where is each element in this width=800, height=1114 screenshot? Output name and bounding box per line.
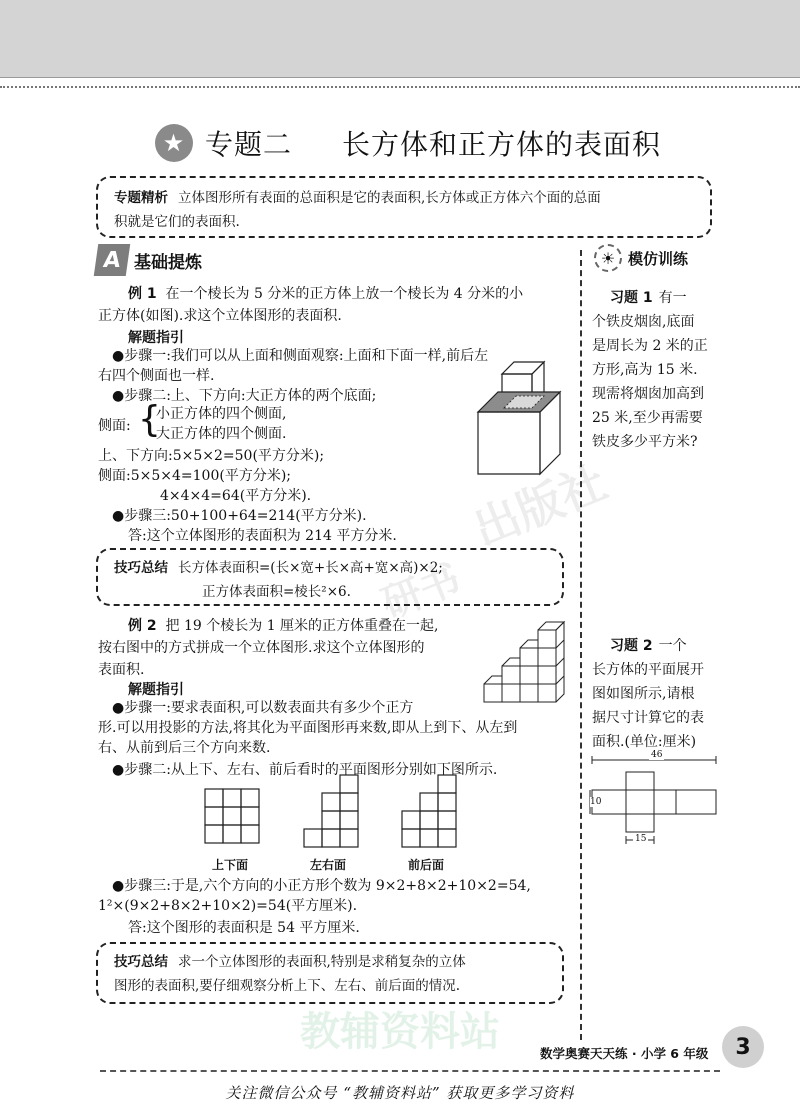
exercise2-line4: 据尺寸计算它的表 [592,710,704,726]
example1-calc2: 侧面:5×5×4=100(平方分米); [98,468,291,484]
example1-line2: 正方体(如图).求这个立体图形的表面积. [98,308,342,324]
example2-step2: ●步骤二:从上下、左右、前后看时的平面图形分别如下图所示. [112,762,498,778]
big-cube-front [478,412,540,474]
intro-text-line1: 立体图形所有表面的总面积是它的表面积,长方体或正方体六个面的总面 [178,190,601,206]
watermark-site: 教辅资料站 [300,1009,500,1055]
example2-guide: 解题指引 [128,682,184,698]
example2-step1a: ●步骤一:要求表面积,可以数表面共有多少个正方 [112,700,414,716]
exercise2-line2: 长方体的平面展开 [592,662,704,678]
example2-line2: 按右图中的方式拼成一个立体图形.求这个立体图形的 [98,640,425,656]
tip2-box [96,942,564,1004]
view-front-back-grid [398,774,458,848]
tip2-label: 技巧总结 [114,954,168,970]
exercise1-line6: 25 米,至少再需要 [592,410,703,426]
example2-label: 例 2 [128,618,157,634]
exercise1-line3: 是周长为 2 米的正 [592,338,708,354]
top-dashed-rule [0,86,800,88]
net-dim-46: 46 [651,750,663,760]
tip1-label: 技巧总结 [114,560,168,576]
view-left-right-grid [300,774,360,848]
intro-text-line2: 积就是它们的表面积. [114,214,240,230]
exercise1-line4: 方形,高为 15 米. [592,362,698,378]
watermark-publisher: 出版社 [466,454,615,557]
example1-step2: ●步骤二:上、下方向:大正方体的两个底面; [112,388,377,404]
view-front-back-caption: 前后面 [408,858,445,872]
example1-step3: ●步骤三:50+100+64=214(平方分米). [112,508,367,524]
section-a-title: 基础提炼 [134,252,202,273]
footer-dashed-rule [100,1070,720,1072]
exercise1-line7: 铁皮多少平方米? [592,434,698,450]
example1-step1b: 右四个侧面也一样. [98,368,215,384]
exercise2-line5: 面积.(单位:厘米) [592,734,697,750]
exercise1-line1: 习题 1 有一 [610,290,687,306]
net-dim-10: 10 [590,797,602,807]
example1-guide: 解题指引 [128,330,184,346]
sidebar-title: 模仿训练 [628,249,689,268]
intro-box [96,176,712,238]
column-divider [580,250,582,1040]
footer-book-title: 数学奥赛天天练 · 小学 6 年级 [540,1046,709,1061]
section-a-heading [96,244,202,276]
example1-calc1: 上、下方向:5×5×2=50(平方分米); [98,448,325,464]
net-dim-15: 15 [635,834,647,844]
tip1-line2: 正方体表面积=棱长²×6. [202,584,351,600]
tip2-line1: 求一个立体图形的表面积,特别是求稍复杂的立体 [178,954,466,970]
example1-answer: 答:这个立体图形的表面积为 214 平方分米. [128,528,397,544]
exercise1-line2: 个铁皮烟囱,底面 [592,314,695,330]
example1-cube-figure [474,356,564,476]
example1-line1: 例 1 在一个棱长为 5 分米的正方体上放一个棱长为 4 分米的小 [128,286,524,302]
section-a-badge: A [94,244,130,276]
page-number: 3 [722,1026,764,1068]
tip2-line2: 图形的表面积,要仔细观察分析上下、左右、前后面的情况. [114,978,461,994]
example1-step1a: ●步骤一:我们可以从上面和侧面观察:上面和下面一样,前后左 [112,348,489,364]
example1-calc3: 4×4×4=64(平方分米). [160,488,312,504]
example2-line1: 例 2 把 19 个棱长为 1 厘米的正方体重叠在一起, [128,618,439,634]
example2-line3: 表面积. [98,662,145,678]
exercise2 [592,634,722,754]
example2-stack-figure [482,612,574,708]
view-left-right-caption: 左右面 [310,858,347,872]
page-title [155,118,661,168]
tip1-box [96,548,564,606]
top-header-band [0,0,800,78]
example2-step1b: 形.可以用投影的方法,将其化为平面图形再来数,即从上到下、从左到 [98,720,518,736]
example2-step3b: 1²×(9×2+8×2+10×2)=54(平方厘米). [98,898,358,914]
exercise2-label: 习题 2 [610,638,653,654]
exercise2-line1: 习题 2 一个 [610,638,687,654]
view-top-bottom-caption: 上下面 [212,858,249,872]
example1-brace: { [138,399,161,440]
exercise1 [592,286,722,454]
tip1-line1: 长方体表面积=(长×宽+长×高+宽×高)×2; [178,560,443,576]
sun-icon: ☀ [594,244,622,272]
title-topic-number: 专题二 [205,128,293,161]
example1-side-b: 大正方体的四个侧面. [156,426,287,442]
example2-answer: 答:这个图形的表面积是 54 平方厘米. [128,920,360,936]
exercise1-line5: 现需将烟囱加高到 [592,386,704,402]
star-icon: ★ [155,124,193,162]
title-topic-name: 长方体和正方体的表面积 [342,128,662,161]
exercise2-line3: 图如图所示,请根 [592,686,695,702]
box-net-diagram [586,752,722,848]
bottom-promo-text: 关注微信公众号 “教辅资料站” 获取更多学习资料 [225,1084,575,1102]
exercise1-label: 习题 1 [610,290,653,306]
watermark-publisher-2: 研书 [375,555,468,629]
view-top-bottom-grid [204,788,260,844]
example1-side-a: 小正方体的四个侧面, [156,406,287,422]
example2-step3a: ●步骤三:于是,六个方向的小正方形个数为 9×2+8×2+10×2=54, [112,878,531,894]
example1-side-label: 侧面: [98,418,131,434]
sidebar-heading [594,244,688,272]
example1-label: 例 1 [128,286,157,302]
intro-label: 专题精析 [114,190,168,206]
example2-step1c: 右、从前到后三个方向来数. [98,740,271,756]
